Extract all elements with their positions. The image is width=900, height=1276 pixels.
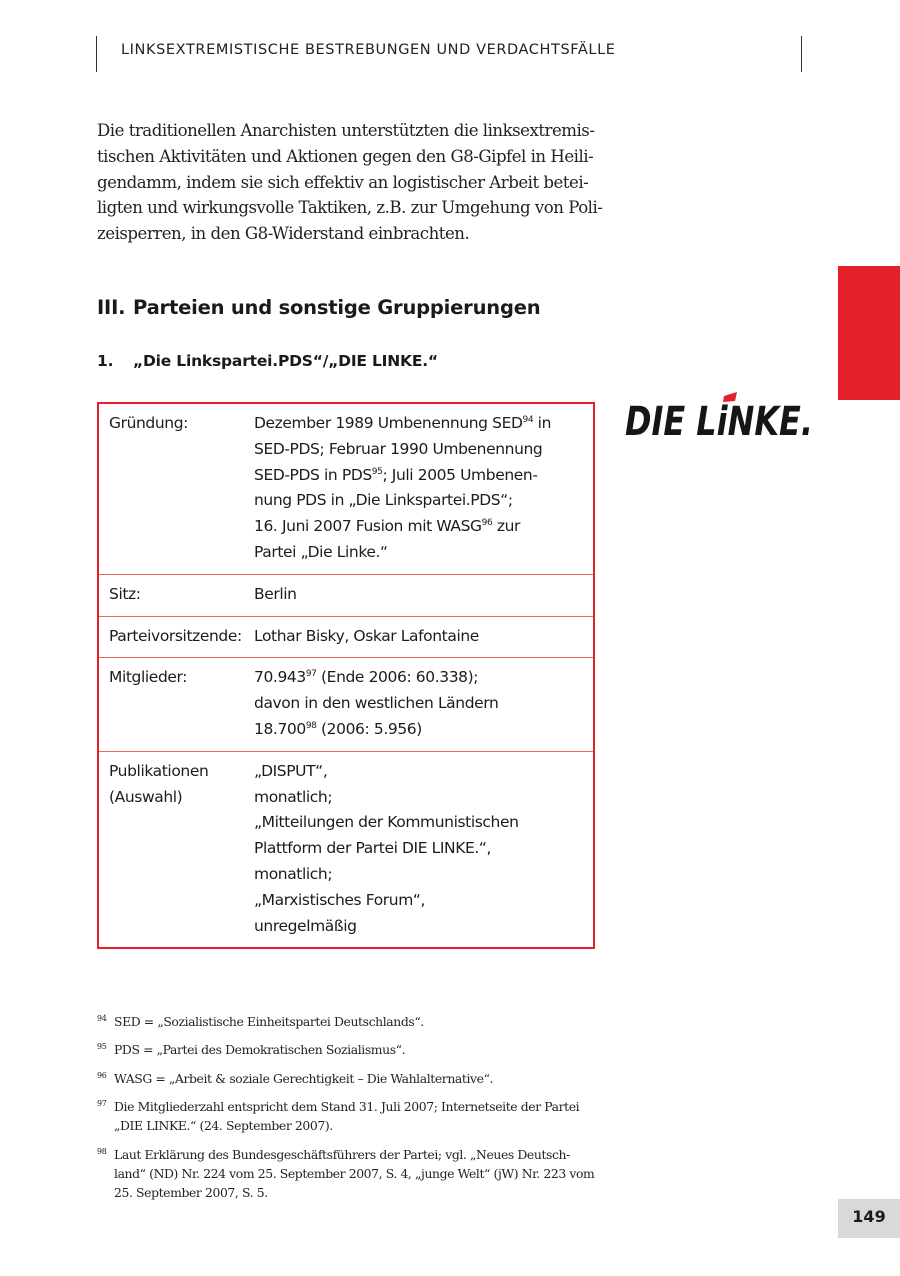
label-line: (Auswahl) (109, 787, 183, 806)
row-label: Parteivorsitzende: (109, 626, 242, 645)
footnote-line: 25. September 2007, S. 5. (114, 1184, 268, 1200)
subsection-heading (97, 352, 438, 370)
value-line: monatlich; (254, 787, 333, 806)
row-label (99, 759, 254, 940)
value-line: SED-PDS; Februar 1990 Umbenennung (254, 439, 543, 458)
footnote-line: PDS = „Partei des Demokratischen Sozialismus“. (114, 1042, 406, 1058)
row-value (254, 411, 593, 566)
value-text: 18.700 (254, 719, 306, 738)
party-info-table (97, 402, 595, 949)
value-line: „Mitteilungen der Kommunistischen (254, 813, 519, 832)
subsection-title-text: „Die Linkspartei.PDS“/„DIE LINKE.“ (133, 352, 438, 370)
intro-line: gendamm, indem sie sich effektiv an logistischer Arbeit betei- (97, 172, 589, 192)
table-row-sitz (99, 575, 593, 617)
value-text: 16. Juni 2007 Fusion mit WASG (254, 517, 482, 536)
footnote-text (114, 1069, 493, 1088)
footnote-ref: 96 (481, 518, 493, 529)
footnote (97, 1012, 602, 1031)
intro-line: ligten und wirkungsvolle Taktiken, z.B. zur Umgehung von Poli- (97, 198, 603, 218)
footnote-number: 96 (97, 1070, 107, 1080)
intro-paragraph (97, 118, 607, 247)
value-line: unregelmäßig (254, 916, 357, 935)
label-line: Publikationen (109, 761, 209, 780)
table-row-vorsitz (99, 617, 593, 659)
value-text: 70.943 (254, 668, 306, 687)
footnote-text (114, 1012, 424, 1031)
footnote-number: 98 (97, 1146, 107, 1156)
section-number: III. (97, 296, 126, 319)
value-text: SED-PDS in PDS (254, 465, 372, 484)
table-row-gruendung (99, 404, 593, 575)
value-text: Dezember 1989 Umbenennung SED (254, 414, 523, 432)
row-value: Lothar Bisky, Oskar Lafontaine (254, 626, 479, 645)
value-line: „Marxistisches Forum“, (254, 890, 426, 909)
running-head: LINKSEXTREMISTISCHE BESTREBUNGEN UND VERDACHTSFÄLLE (121, 42, 616, 58)
value-line: nung PDS in „Die Linkspartei.PDS“; (254, 491, 513, 510)
value-line: Partei „Die Linke.“ (254, 542, 388, 561)
footnote-text (114, 1145, 594, 1202)
header-rule-right (801, 36, 802, 72)
footnote-line: Die Mitgliederzahl entspricht dem Stand 31. Juli 2007; Internetseite der Partei (114, 1099, 580, 1115)
chapter-tab (838, 266, 900, 400)
value-text: (Ende 2006: 60.338); (316, 668, 479, 687)
value-line (254, 411, 593, 437)
row-label: Gründung: (109, 414, 188, 432)
footnote (97, 1040, 602, 1059)
section-heading (97, 296, 540, 319)
footnote-line: WASG = „Arbeit & soziale Gerechtigkeit – Die Wahlalternative“. (114, 1070, 494, 1086)
header-rule-left (96, 36, 97, 72)
value-line (254, 665, 593, 691)
row-value: Berlin (254, 584, 297, 603)
footnote-ref: 94 (522, 414, 534, 425)
footnote-number: 95 (97, 1042, 107, 1052)
logo-text: DIE LiNKE. (625, 399, 813, 445)
footnote-ref: 98 (305, 720, 317, 731)
footnotes (97, 1012, 602, 1211)
footnote-ref: 97 (305, 669, 317, 680)
footnote-line: Laut Erklärung des Bundesgeschäftsführers der Partei; vgl. „Neues Deutsch- (114, 1146, 570, 1162)
row-value (254, 665, 593, 742)
intro-line: zeisperren, in den G8-Widerstand einbrachten. (97, 224, 470, 244)
value-line: monatlich; (254, 864, 333, 883)
footnote-text (114, 1097, 579, 1135)
section-title-text: Parteien und sonstige Gruppierungen (133, 296, 541, 319)
table-row-publikationen (99, 752, 593, 948)
footnote-line: SED = „Sozialistische Einheitspartei Deutschlands“. (114, 1014, 424, 1029)
value-line: davon in den westlichen Ländern (254, 694, 499, 713)
value-line (254, 514, 593, 540)
value-text: (2006: 5.956) (316, 719, 422, 738)
row-label: Mitglieder: (109, 668, 188, 687)
value-line: „DISPUT“, (254, 761, 328, 780)
footnote (97, 1097, 602, 1135)
footnote-number: 97 (97, 1099, 107, 1109)
footnote-ref: 95 (371, 466, 383, 477)
table-row-mitglieder (99, 658, 593, 751)
row-value (254, 759, 593, 940)
value-text: in (533, 414, 552, 432)
intro-line: Die traditionellen Anarchisten unterstützten die linksextremis- (97, 121, 595, 140)
value-line (254, 463, 593, 489)
footnote-number: 94 (97, 1014, 107, 1023)
footnote-line: land“ (ND) Nr. 224 vom 25. September 2007, S. 4, „junge Welt“ (jW) Nr. 223 vom (114, 1165, 595, 1181)
value-line (254, 717, 593, 743)
intro-line: tischen Aktivitäten und Aktionen gegen den G8-Gipfel in Heili- (97, 146, 594, 166)
footnote-line: „DIE LINKE.“ (24. September 2007). (114, 1118, 333, 1134)
value-text: zur (492, 517, 520, 536)
value-text: ; Juli 2005 Umbenen- (382, 465, 538, 484)
footnote-text (114, 1040, 405, 1059)
footnote (97, 1069, 602, 1088)
value-line: Plattform der Partei DIE LINKE.“, (254, 839, 492, 858)
footnote (97, 1145, 602, 1202)
row-label: Sitz: (109, 584, 141, 603)
page-number: 149 (852, 1207, 886, 1226)
subsection-number: 1. (97, 352, 114, 370)
die-linke-logo (623, 392, 818, 445)
